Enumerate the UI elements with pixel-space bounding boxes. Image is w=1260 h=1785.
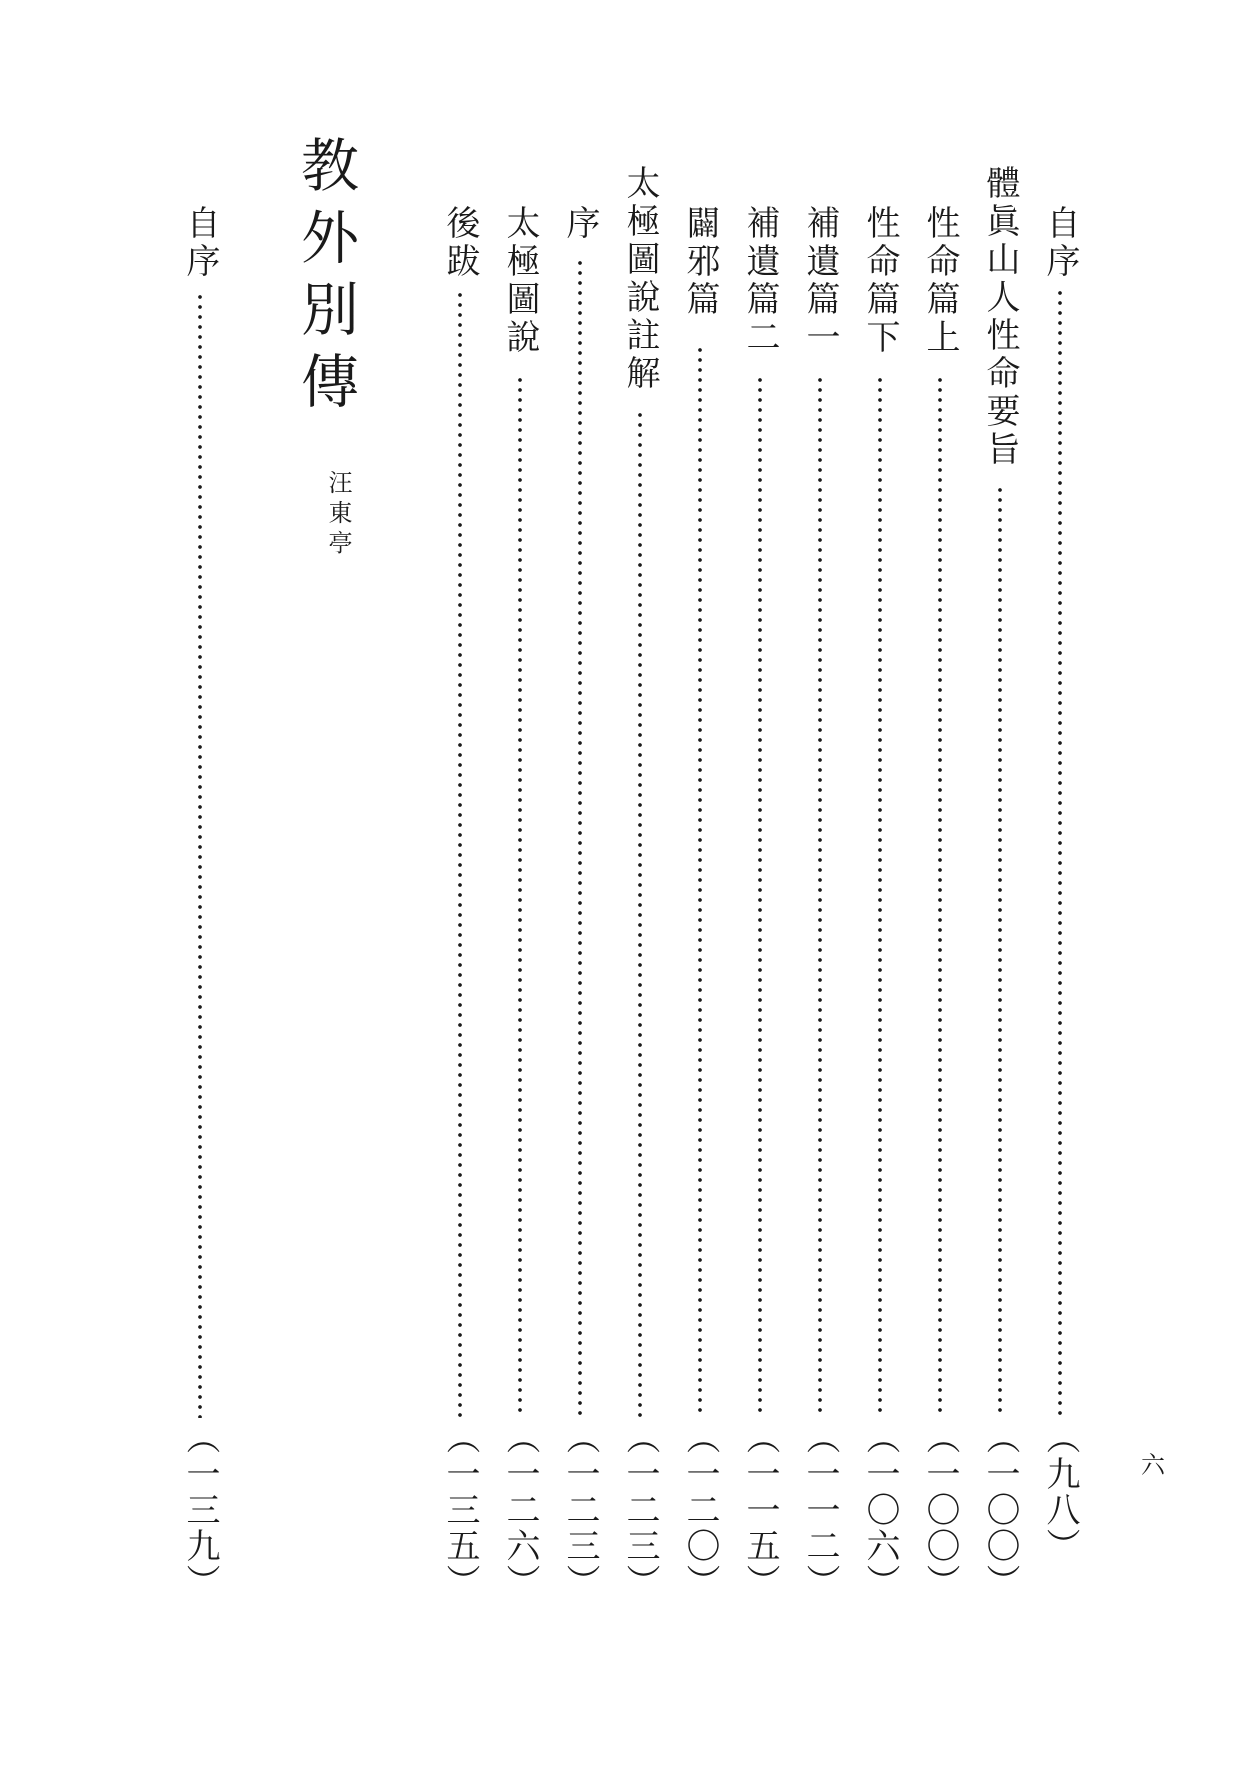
- entry-page: （一〇〇）: [920, 1420, 960, 1600]
- entry-page: （一二三）: [620, 1420, 660, 1600]
- entry-title: 性命篇上: [920, 205, 960, 357]
- dot-leader: [578, 258, 582, 1418]
- entry-page: （一〇〇）: [980, 1420, 1020, 1600]
- toc-entry-xingming-lower: [856, 0, 904, 1785]
- dot-leader: [818, 375, 822, 1418]
- entry-page: （九八）: [1040, 1420, 1080, 1564]
- toc-entry-preface: [1036, 0, 1084, 1785]
- entry-title: 體眞山人性命要旨: [980, 165, 1020, 469]
- toc-entry-next-preface: [176, 0, 224, 1785]
- dot-leader: [198, 292, 202, 1418]
- dot-leader: [998, 485, 1002, 1418]
- dot-leader: [1058, 288, 1062, 1418]
- entry-title: 太極圖說註解: [620, 165, 660, 393]
- toc-entry-taiji-commentary: [616, 0, 664, 1785]
- entry-page: （一一五）: [740, 1420, 780, 1600]
- entry-page: （一二〇）: [680, 1420, 720, 1600]
- toc-entry-postscript: [436, 0, 484, 1785]
- toc-entry-supplement-2: [736, 0, 784, 1785]
- book-author: 汪東亭: [324, 470, 352, 560]
- entry-title: 後跋: [440, 205, 480, 281]
- entry-title: 自序: [1040, 205, 1080, 281]
- entry-title: 自序: [180, 205, 220, 281]
- toc-entry-refuting-heresy: [676, 0, 724, 1785]
- dot-leader: [758, 375, 762, 1418]
- dot-leader: [638, 410, 642, 1418]
- entry-page: （一三五）: [440, 1420, 480, 1600]
- entry-title: 補遺篇一: [800, 205, 840, 357]
- dot-leader: [518, 375, 522, 1418]
- entry-title: 補遺篇二: [740, 205, 780, 357]
- toc-entry-preface-2: [556, 0, 604, 1785]
- entry-page: （一二三）: [560, 1420, 600, 1600]
- dot-leader: [938, 375, 942, 1418]
- entry-title: 闢邪篇: [680, 205, 720, 319]
- entry-title: 序: [560, 205, 600, 243]
- dot-leader: [698, 345, 702, 1418]
- book-title: 教外別傳: [291, 135, 359, 423]
- entry-title: 性命篇下: [860, 205, 900, 357]
- entry-page: （一二六）: [500, 1420, 540, 1600]
- entry-title: 太極圖說: [500, 205, 540, 357]
- entry-page: （一一二）: [800, 1420, 840, 1600]
- toc-entry-xingming-upper: [916, 0, 964, 1785]
- entry-page: （一〇六）: [860, 1420, 900, 1600]
- toc-entry-taiji-diagram: [496, 0, 544, 1785]
- toc-entry-supplement-1: [796, 0, 844, 1785]
- entry-page: （一三九）: [180, 1420, 220, 1600]
- dot-leader: [878, 375, 882, 1418]
- dot-leader: [458, 290, 462, 1418]
- toc-entry-essentials: [976, 0, 1024, 1785]
- page-number: 六: [1141, 1451, 1165, 1479]
